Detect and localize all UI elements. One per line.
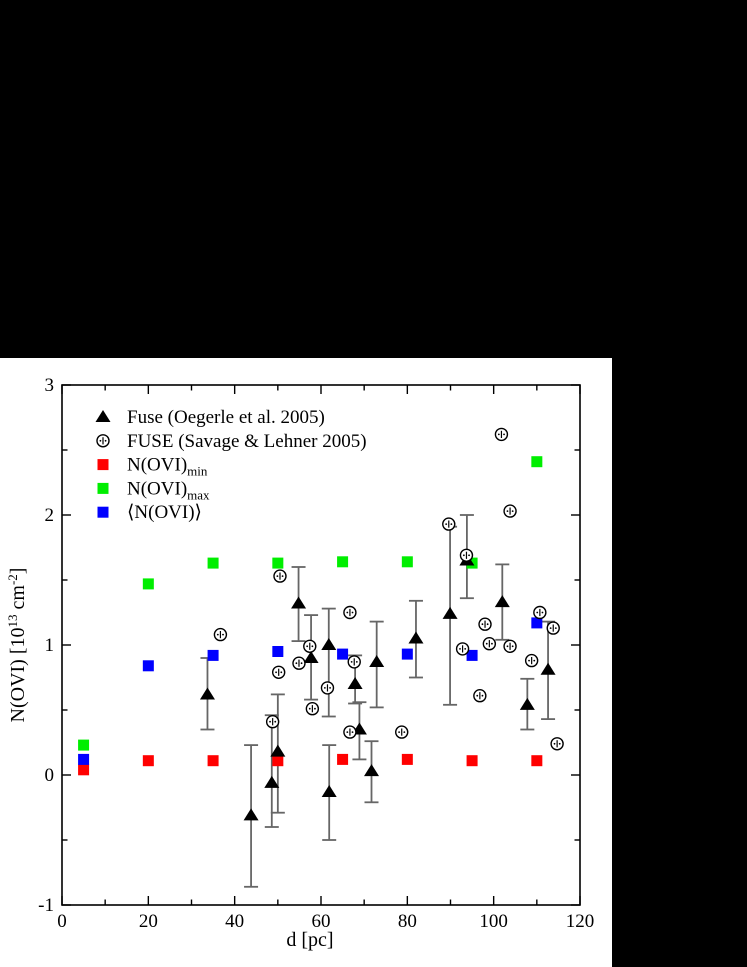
- legend-row: [97, 431, 367, 452]
- square-marker: [143, 578, 154, 589]
- circle-marker-dot: [554, 743, 556, 745]
- circle-marker-dot: [491, 643, 493, 645]
- circle-marker-dot: [482, 695, 484, 697]
- circle-marker-dot: [445, 523, 447, 525]
- circle-marker-dot: [100, 440, 102, 442]
- square-marker: [98, 483, 109, 494]
- legend-label: Fuse (Oegerle et al. 2005): [127, 407, 325, 428]
- square-marker: [98, 459, 109, 470]
- circle-marker-dot: [498, 434, 500, 436]
- circle-marker-dot: [464, 648, 466, 650]
- circle-marker-dot: [282, 575, 284, 577]
- square-marker: [208, 558, 219, 569]
- circle-marker-dot: [512, 510, 514, 512]
- square-marker: [98, 507, 109, 518]
- square-marker: [467, 755, 478, 766]
- y-tick-label: 3: [44, 375, 54, 396]
- circle-marker-dot: [306, 645, 308, 647]
- circle-marker-dot: [351, 661, 353, 663]
- circle-marker-dot: [105, 440, 107, 442]
- square-marker: [78, 754, 89, 765]
- x-tick-label: 20: [138, 911, 158, 932]
- circle-marker-dot: [269, 721, 271, 723]
- circle-marker-dot: [450, 523, 452, 525]
- square-marker: [272, 755, 283, 766]
- circle-marker-dot: [550, 627, 552, 629]
- circle-marker-dot: [217, 634, 219, 636]
- x-tick-label: 120: [565, 911, 595, 932]
- circle-marker-dot: [536, 612, 538, 614]
- circle-marker-dot: [468, 554, 470, 556]
- square-marker: [208, 755, 219, 766]
- square-marker: [272, 558, 283, 569]
- circle-marker-dot: [346, 731, 348, 733]
- circle-marker-dot: [324, 687, 326, 689]
- square-marker: [337, 754, 348, 765]
- circle-marker-dot: [555, 627, 557, 629]
- square-marker: [143, 755, 154, 766]
- y-tick-label: 1: [44, 635, 54, 656]
- circle-marker-dot: [280, 671, 282, 673]
- square-marker: [78, 740, 89, 751]
- legend-label: $N(OVI)_{min}$: [127, 454, 208, 479]
- legend-label: ⟨N(OVI)⟩: [127, 502, 202, 524]
- circle-marker-dot: [295, 662, 297, 664]
- circle-marker-dot: [482, 623, 484, 625]
- circle-marker-dot: [533, 660, 535, 662]
- x-tick-label: 80: [397, 911, 417, 932]
- square-marker: [402, 649, 413, 660]
- x-tick-label: 0: [57, 911, 67, 932]
- circle-marker-dot: [301, 662, 303, 664]
- legend-label: $N(OVI)_{max}$: [127, 478, 210, 503]
- square-marker: [402, 556, 413, 567]
- circle-marker-dot: [329, 687, 331, 689]
- legend-row: [96, 407, 325, 428]
- circle-marker-dot: [276, 575, 278, 577]
- x-tick-label: 60: [311, 911, 331, 932]
- square-marker: [272, 646, 283, 657]
- circle-marker-dot: [459, 648, 461, 650]
- y-tick-label: -1: [38, 895, 54, 916]
- x-tick-label: 40: [225, 911, 245, 932]
- circle-marker-dot: [542, 612, 544, 614]
- square-marker: [143, 660, 154, 671]
- circle-marker-dot: [463, 554, 465, 556]
- y-tick-label: 2: [44, 505, 54, 526]
- circle-marker-dot: [314, 708, 316, 710]
- y-axis-title: N(OVI) [$10^{13}$ $cm^{-2}$]: [5, 567, 29, 723]
- circle-marker-dot: [507, 645, 509, 647]
- legend-label: FUSE (Savage & Lehner 2005): [127, 430, 367, 452]
- circle-marker-dot: [311, 645, 313, 647]
- circle-marker-dot: [274, 721, 276, 723]
- square-marker: [531, 456, 542, 467]
- circle-marker-dot: [275, 671, 277, 673]
- circle-marker-dot: [487, 623, 489, 625]
- circle-marker-dot: [352, 612, 354, 614]
- circle-marker-dot: [309, 708, 311, 710]
- square-marker: [337, 556, 348, 567]
- circle-marker-dot: [512, 645, 514, 647]
- square-marker: [337, 649, 348, 660]
- circle-marker-dot: [476, 695, 478, 697]
- circle-marker-dot: [403, 731, 405, 733]
- circle-marker-dot: [503, 434, 505, 436]
- circle-marker-dot: [486, 643, 488, 645]
- circle-marker-dot: [507, 510, 509, 512]
- circle-marker-dot: [346, 612, 348, 614]
- circle-marker-dot: [222, 634, 224, 636]
- x-tick-label: 100: [479, 911, 508, 932]
- square-marker: [78, 764, 89, 775]
- square-marker: [208, 650, 219, 661]
- circle-marker-dot: [398, 731, 400, 733]
- circle-marker-dot: [356, 661, 358, 663]
- square-marker: [402, 754, 413, 765]
- circle-marker-dot: [559, 743, 561, 745]
- x-axis-title: d [pc]: [286, 929, 334, 951]
- circle-marker-dot: [352, 731, 354, 733]
- square-marker: [531, 755, 542, 766]
- y-tick-label: 0: [44, 765, 54, 786]
- circle-marker-dot: [528, 660, 530, 662]
